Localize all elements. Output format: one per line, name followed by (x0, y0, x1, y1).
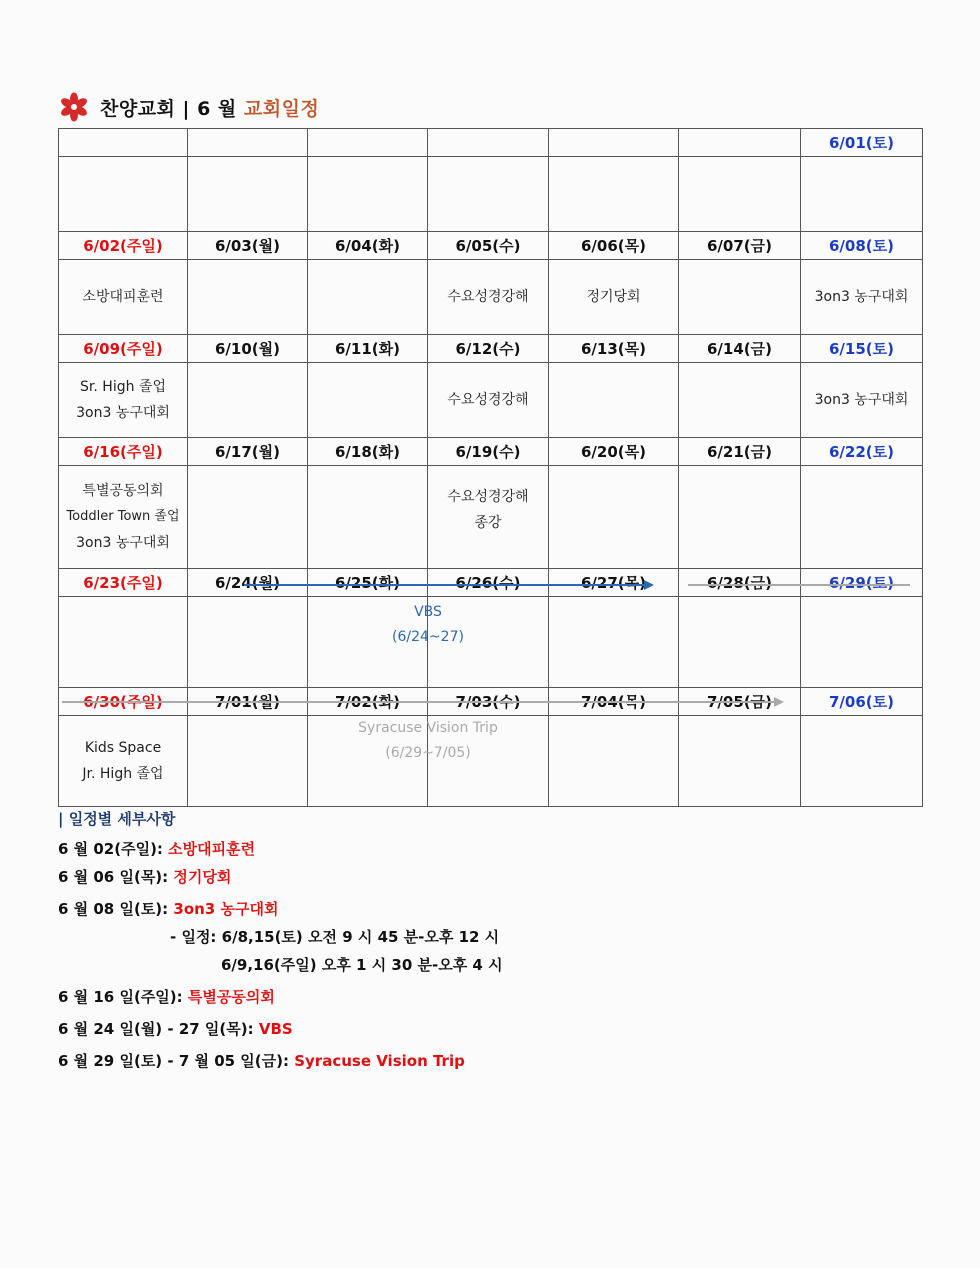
event-text: Sr. High 졸업 (80, 379, 166, 395)
event-cell (59, 597, 188, 688)
detail-event: VBS (258, 1020, 293, 1038)
week-1-events (59, 157, 923, 232)
date-cell-saturday: 6/08(토) (801, 232, 923, 260)
vbs-span-label (378, 600, 478, 650)
date-cell (59, 129, 188, 157)
detail-item (58, 1047, 503, 1075)
event-cell (188, 260, 308, 335)
week-5-events (59, 597, 923, 688)
event-cell (59, 363, 188, 438)
event-cell (308, 260, 428, 335)
date-cell (428, 129, 549, 157)
vbs-title: VBS (414, 604, 442, 620)
event-cell (679, 260, 801, 335)
event-cell (549, 466, 679, 569)
title-separator: | (175, 97, 198, 120)
detail-event: 정기당회 (173, 868, 232, 886)
week-1-dates (59, 129, 923, 157)
detail-date: 6 월 16 일(주일): (58, 988, 188, 1006)
date-cell-saturday: 6/15(토) (801, 335, 923, 363)
date-cell: 6/03(월) (188, 232, 308, 260)
event-text: Jr. High 졸업 (82, 766, 164, 782)
event-cell (549, 716, 679, 807)
event-text: 3on3 농구대회 (76, 405, 170, 421)
event-cell (679, 466, 801, 569)
date-cell (549, 129, 679, 157)
week-3-dates (59, 335, 923, 363)
event-cell (549, 363, 679, 438)
event-cell (59, 157, 188, 232)
date-cell-sunday: 6/16(주일) (59, 438, 188, 466)
date-cell: 6/07(금) (679, 232, 801, 260)
date-cell: 7/05(금) (679, 688, 801, 716)
detail-item (58, 983, 503, 1011)
date-cell: 6/25(화) (308, 569, 428, 597)
title-month: 6 월 (197, 97, 237, 120)
trip-range: (6/29~7/05) (385, 745, 471, 761)
date-cell: 6/18(화) (308, 438, 428, 466)
event-cell (188, 716, 308, 807)
date-cell: 6/05(수) (428, 232, 549, 260)
vbs-range: (6/24~27) (392, 629, 464, 645)
week-2-dates (59, 232, 923, 260)
date-cell: 7/04(목) (549, 688, 679, 716)
event-cell (428, 466, 549, 569)
date-cell-sunday: 6/02(주일) (59, 232, 188, 260)
event-cell (188, 466, 308, 569)
event-text: 특별공동의회 (82, 483, 164, 499)
date-cell: 6/26(수) (428, 569, 549, 597)
date-cell: 6/10(월) (188, 335, 308, 363)
detail-event: 소방대피훈련 (168, 840, 256, 858)
date-cell: 6/17(월) (188, 438, 308, 466)
event-cell (59, 466, 188, 569)
date-cell-sunday: 6/09(주일) (59, 335, 188, 363)
detail-date: 6 월 02(주일): (58, 840, 169, 858)
date-cell: 6/06(목) (549, 232, 679, 260)
details-section (58, 808, 503, 1075)
detail-date: 6 월 24 일(월) - 27 일(목): (58, 1020, 259, 1038)
event-cell (308, 157, 428, 232)
event-text: 3on3 농구대회 (76, 535, 170, 551)
date-cell (188, 129, 308, 157)
page-header (58, 92, 319, 122)
detail-event: Syracuse Vision Trip (294, 1052, 465, 1070)
event-text: Toddler Town 졸업 (66, 509, 180, 524)
week-2-events (59, 260, 923, 335)
event-cell (188, 363, 308, 438)
detail-event: 특별공동의회 (187, 988, 275, 1006)
event-cell: 정기당회 (549, 260, 679, 335)
event-cell (801, 716, 923, 807)
week-4-events (59, 466, 923, 569)
week-6-dates (59, 688, 923, 716)
event-cell (428, 157, 549, 232)
date-cell-sunday: 6/23(주일) (59, 569, 188, 597)
event-cell (188, 597, 308, 688)
detail-date: 6 월 06 일(목): (58, 868, 174, 886)
event-cell: 수요성경강해 (428, 260, 549, 335)
event-cell: 소방대피훈련 (59, 260, 188, 335)
org-name: 찬양교회 (100, 97, 176, 120)
trip-title: Syracuse Vision Trip (358, 720, 498, 736)
week-4-dates (59, 438, 923, 466)
detail-date: 6 월 29 일(토) - 7 월 05 일(금): (58, 1052, 295, 1070)
date-cell: 6/12(수) (428, 335, 549, 363)
event-cell (679, 597, 801, 688)
church-logo-icon (58, 92, 90, 122)
date-cell: 6/11(화) (308, 335, 428, 363)
event-cell (801, 597, 923, 688)
detail-item (58, 1015, 503, 1043)
event-cell: 수요성경강해 (428, 363, 549, 438)
event-text: 종강 (474, 515, 502, 531)
event-cell (308, 363, 428, 438)
date-cell: 6/13(목) (549, 335, 679, 363)
date-cell: 6/21(금) (679, 438, 801, 466)
date-cell: 7/01(월) (188, 688, 308, 716)
event-cell (801, 157, 923, 232)
details-heading: | 일정별 세부사항 (58, 810, 176, 828)
event-cell: 3on3 농구대회 (801, 363, 923, 438)
schedule-line-1: - 일정: 6/8,15(토) 오전 9 시 45 분-오후 12 시 (170, 928, 500, 946)
date-cell-saturday: 6/22(토) (801, 438, 923, 466)
page-title (100, 94, 319, 121)
date-cell: 6/28(금) (679, 569, 801, 597)
schedule-line-2: 6/9,16(주일) 오후 1 시 30 분-오후 4 시 (221, 956, 503, 974)
event-cell (549, 157, 679, 232)
title-accent: 교회일정 (243, 97, 320, 120)
date-cell-saturday: 6/29(토) (801, 569, 923, 597)
date-cell-saturday: 7/06(토) (801, 688, 923, 716)
trip-span-label (330, 716, 526, 766)
detail-item (58, 835, 503, 863)
event-cell: 3on3 농구대회 (801, 260, 923, 335)
date-cell: 7/02(화) (308, 688, 428, 716)
week-5-dates (59, 569, 923, 597)
event-cell (679, 363, 801, 438)
date-cell-saturday: 6/01(토) (801, 129, 923, 157)
week-3-events (59, 363, 923, 438)
event-cell (679, 716, 801, 807)
date-cell: 6/19(수) (428, 438, 549, 466)
date-cell (679, 129, 801, 157)
event-cell (188, 157, 308, 232)
event-cell (679, 157, 801, 232)
date-cell: 6/04(화) (308, 232, 428, 260)
date-cell: 6/20(목) (549, 438, 679, 466)
date-cell: 7/03(수) (428, 688, 549, 716)
detail-event: 3on3 농구대회 (173, 900, 279, 918)
event-text: 수요성경강해 (447, 489, 529, 505)
detail-item (58, 863, 503, 891)
calendar-table (58, 128, 923, 807)
date-cell: 6/14(금) (679, 335, 801, 363)
date-cell-sunday: 6/30(주일) (59, 688, 188, 716)
event-text: Kids Space (84, 740, 162, 756)
event-cell (801, 466, 923, 569)
detail-date: 6 월 08 일(토): (58, 900, 174, 918)
event-cell (59, 716, 188, 807)
date-cell: 6/27(목) (549, 569, 679, 597)
date-cell (308, 129, 428, 157)
detail-item (58, 895, 503, 923)
date-cell: 6/24(월) (188, 569, 308, 597)
event-cell (308, 466, 428, 569)
event-cell (549, 597, 679, 688)
